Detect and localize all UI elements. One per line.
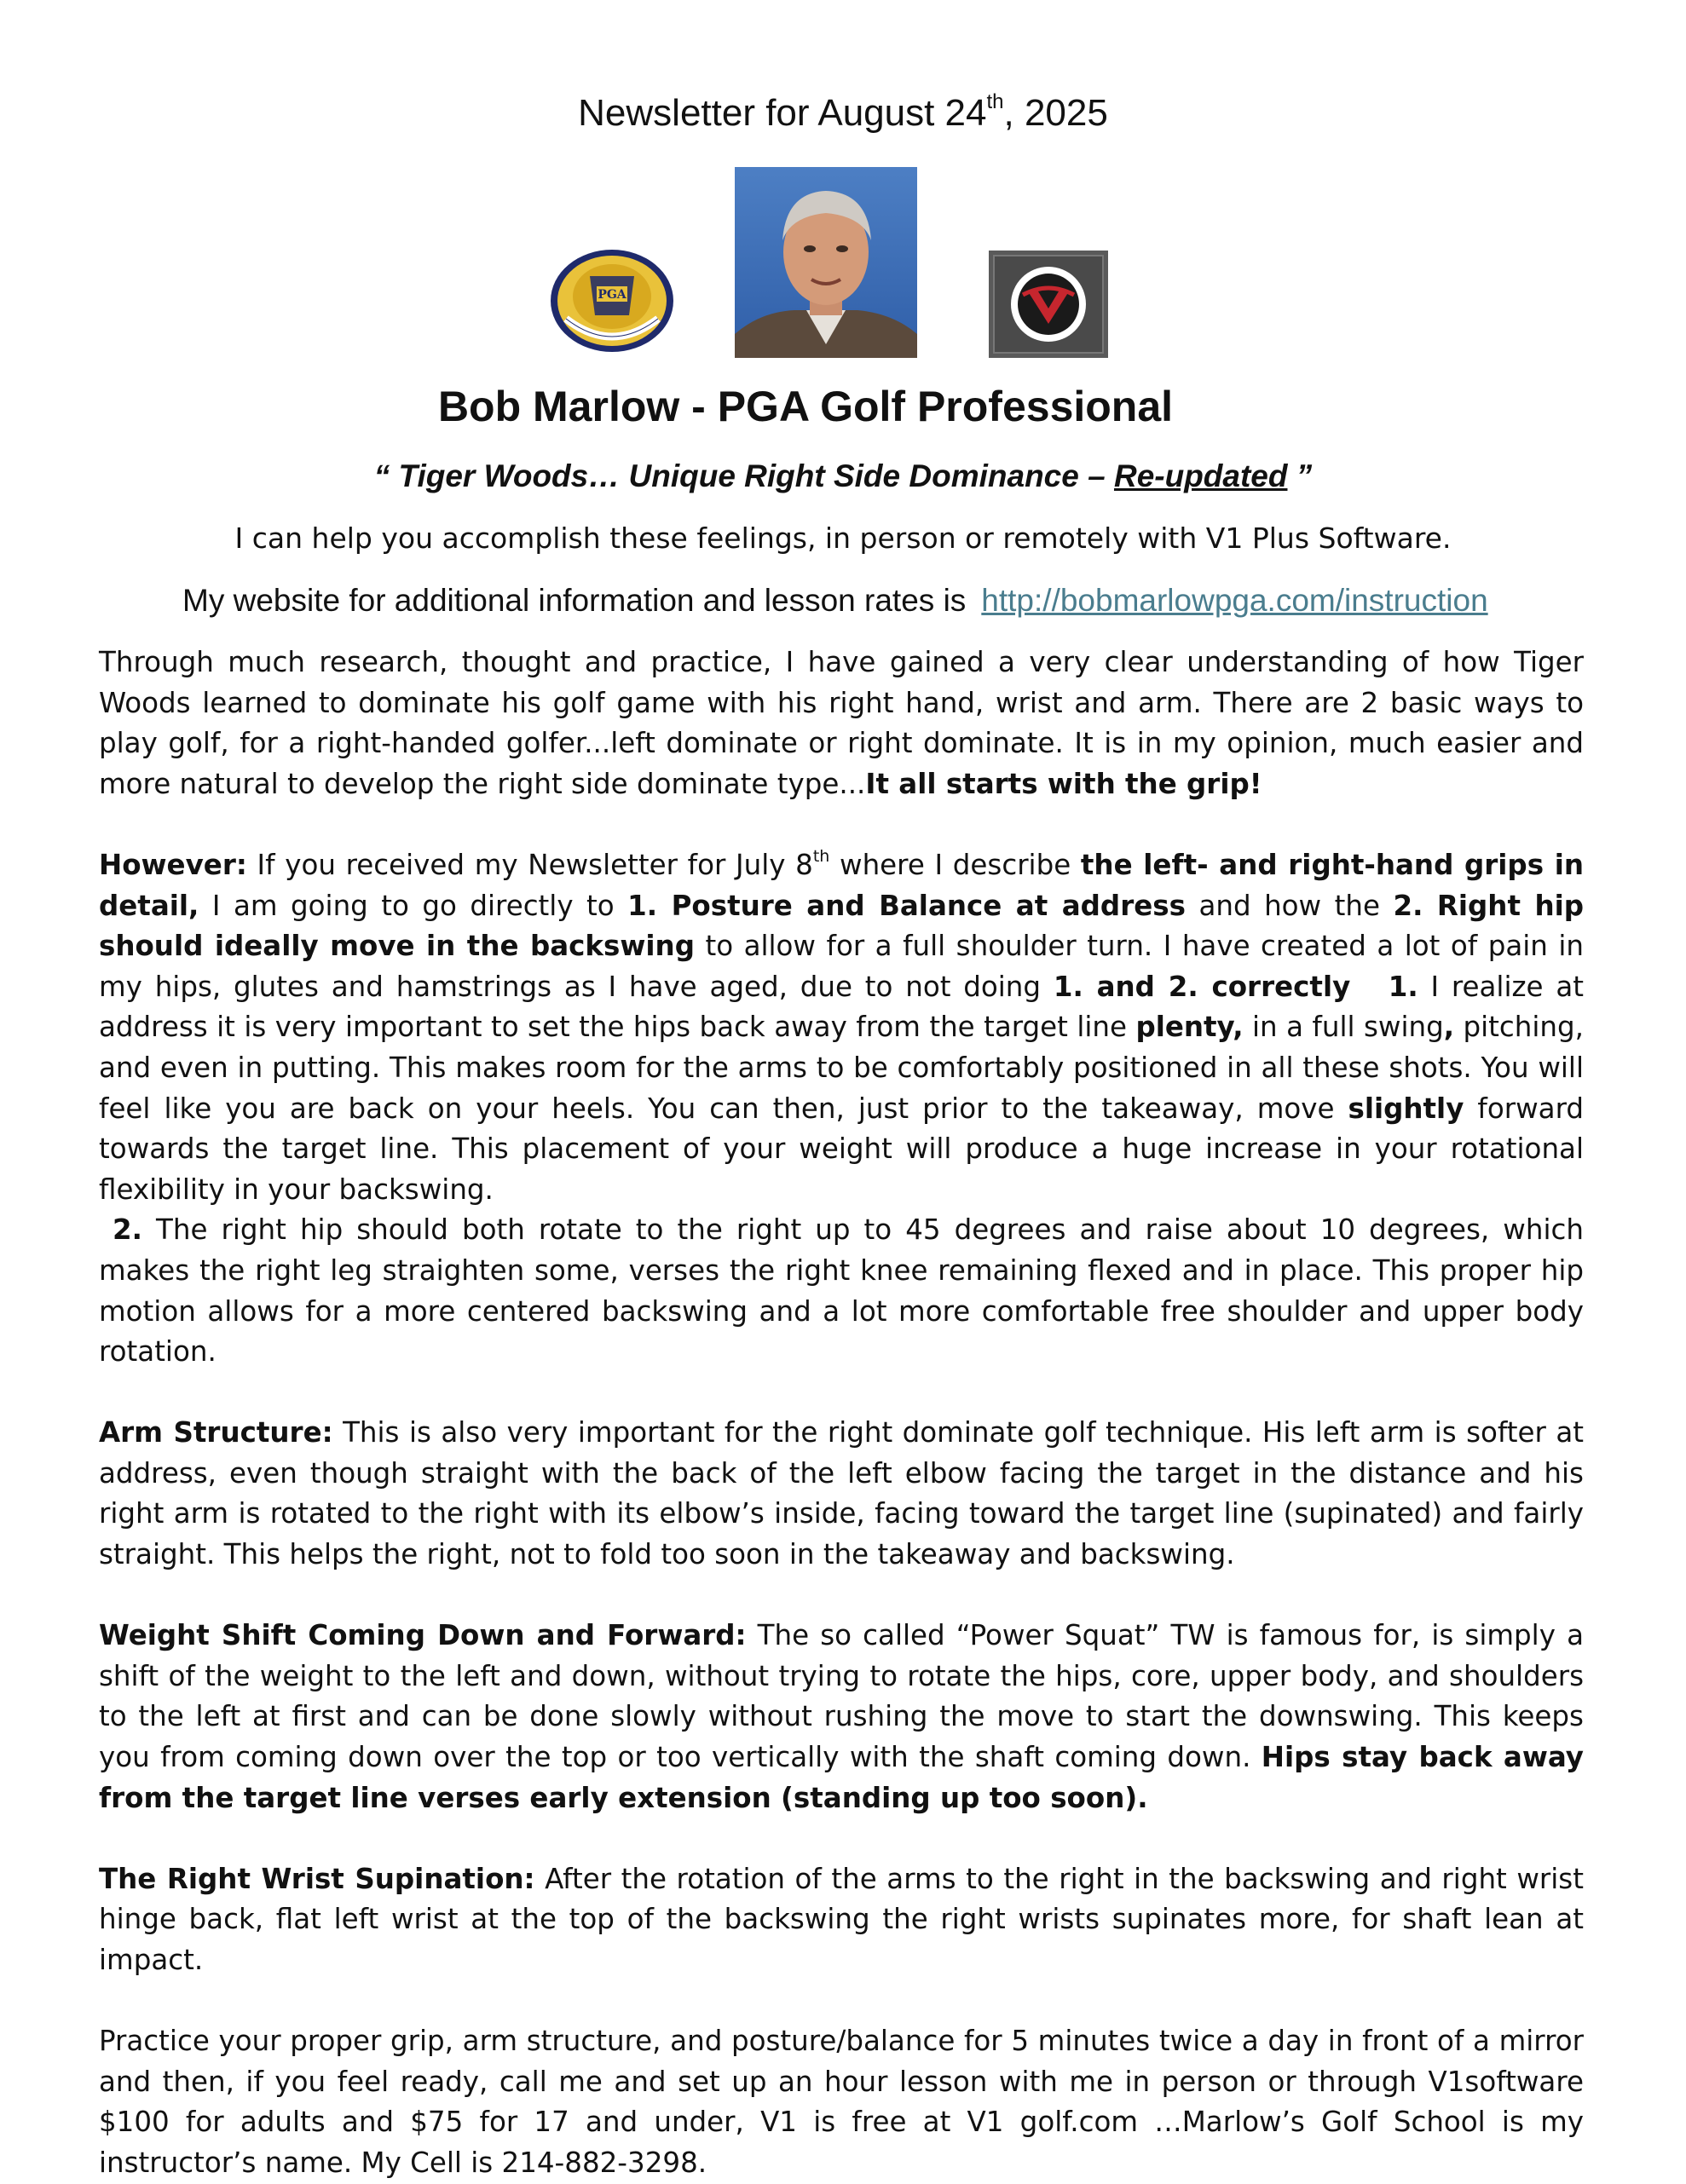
paragraph-wrist-supination: The Right Wrist Supination: After the rotation of the arms to the right in the backswing and right wrist hinge back, flat left wrist at the top of the backswing the right wrists supinates more, for shaft lean at impact. [99, 1862, 1584, 1976]
v1-logo-icon [989, 251, 1108, 358]
svg-text:PGA: PGA [598, 288, 626, 302]
paragraph-right-hip: 2. The right hip should both rotate to the right up to 45 degrees and raise about 10 degrees, which makes the right leg straighten some, verses the right knee remaining flexed and in place. This proper hip motion allows for a more centered backswing and a lot more comfortable free shoulder and upper body rotation. [99, 1213, 1584, 1369]
website-link[interactable]: http://bobmarlowpga.com/instruction [981, 583, 1488, 618]
page-title: Bob Marlow - PGA Golf Professional [437, 383, 1174, 430]
subtitle [0, 458, 1686, 494]
paragraph-practice: Practice your proper grip, arm structure, and posture/balance for 5 minutes twice a day in front of a mirror and then, if you feel ready, call me and set up an hour lesson with me in person or through V1software $100 for adults and $75 for 17 and under, V1 is free at V1 golf.com …Marlow’s Golf School is my instructor’s name. My Cell is 214-882-3298. [99, 2025, 1584, 2179]
paragraph-weight-shift: Weight Shift Coming Down and Forward: The so called “Power Squat” TW is famous for, is simply a shift of the weight to the left and down, without trying to rotate the hips, core, upper body, and shoulders to the left at first and can be done slowly without rushing the move to start the downswing. This keeps you from coming down over the top or too vertically with the shaft coming down. Hips stay back away from the target line verses early extension (standing up too soon). [99, 1619, 1584, 1814]
subtitle-underlined: Re-updated [1113, 458, 1288, 493]
paragraph-arm-structure: Arm Structure: This is also very important for the right dominate golf technique. His left arm is softer at address, even though straight with the back of the left elbow facing the target in the distance and his right arm is rotated to the right with its elbow’s inside, facing toward the target line (supinated) and fairly straight. This helps the right, not to fold too soon in the takeaway and backswing. [99, 1416, 1584, 1571]
newsletter-body [99, 643, 1584, 2184]
subtitle-text: “ Tiger Woods… Unique Right Side Dominance – [373, 458, 1114, 493]
website-label: My website for additional information and lesson rates is [182, 583, 967, 618]
portrait-photo [735, 167, 917, 358]
website-line [182, 583, 1488, 619]
date-text: Newsletter for August 24 [578, 92, 987, 134]
paragraph-intro: Through much research, thought and practice, I have gained a very clear understanding of how Tiger Woods learned to dominate his golf game with his right hand, wrist and arm. There are 2 basic ways to play golf, for a right-handed golfer...left dominate or right dominate. It is in my opinion, much easier and more natural to develop the right side dominate type...It all starts with the grip! [99, 646, 1584, 800]
paragraph-however: However: If you received my Newsletter for July 8th where I describe the left- and right-hand grips in detail, I am going to go directly to 1. Posture and Balance at address and how the 2. Right hip should ideally move in the backswing to allow for a full shoulder turn. I have created a lot of pain in my hips, glutes and hamstrings as I have aged, due to not doing 1. and 2. correctly 1. I realize at address it is very important to set the hips back away from the target line plenty, in a full swing, pitching, and even in putting. This makes room for the arms to be comfortably positioned in all these shots. You will feel like you are back on your heels. You can then, just prior to the takeaway, move slightly forward towards the target line. This placement of your weight will produce a huge increase in your rotational flexibility in your backswing. [99, 846, 1585, 1206]
date-year: , 2025 [1003, 92, 1108, 134]
intro-line: I can help you accomplish these feelings, in person or remotely with V1 Plus Software. [234, 522, 1452, 555]
subtitle-close: ” [1287, 458, 1313, 493]
date-ordinal: th [986, 90, 1004, 113]
newsletter-date [0, 92, 1686, 135]
pga-logo-icon [547, 247, 677, 354]
